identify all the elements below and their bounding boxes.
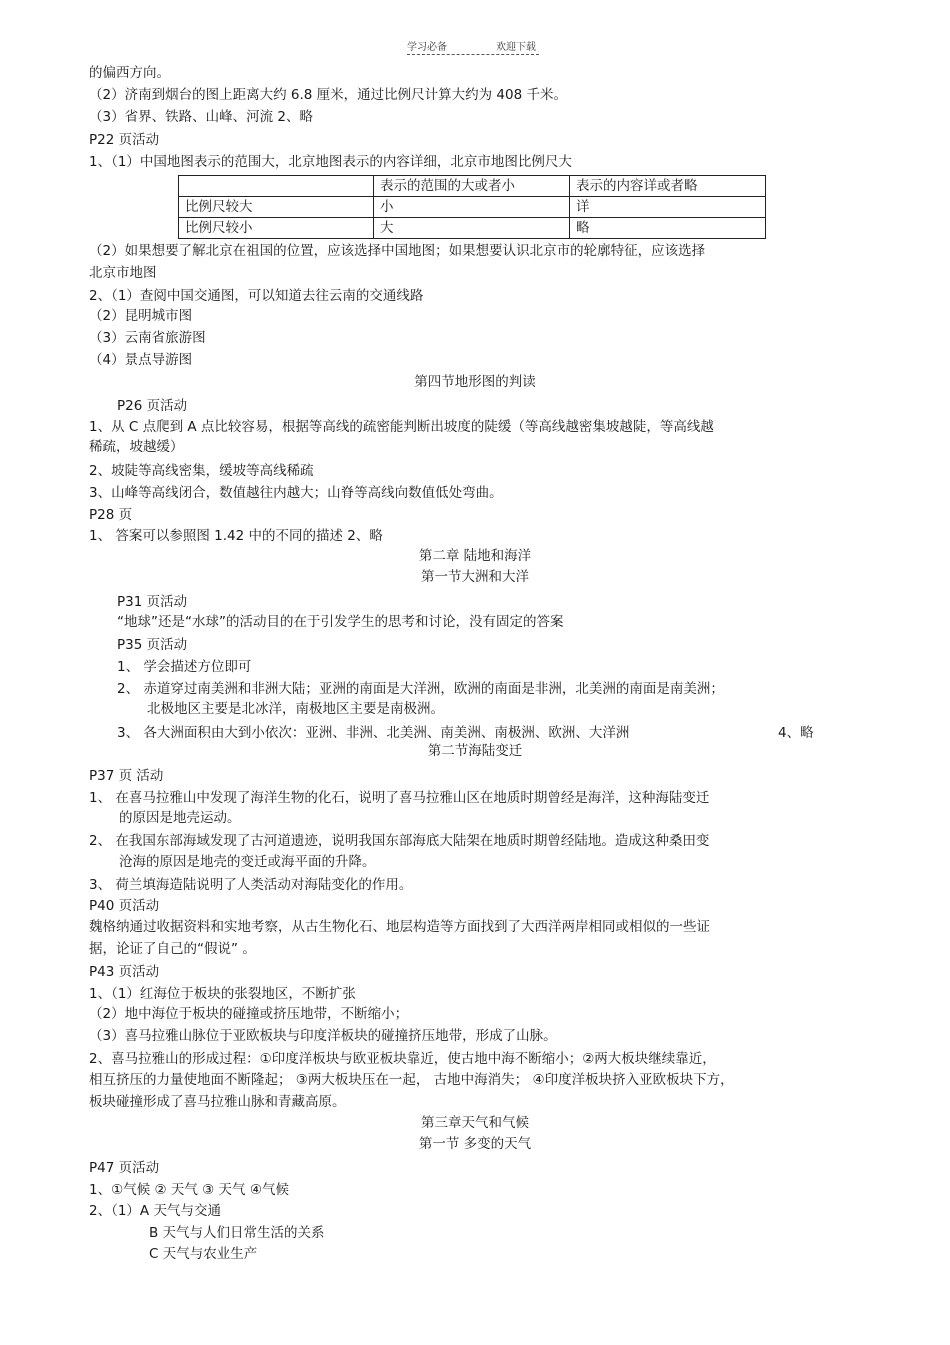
text-line: 2、 赤道穿过南美洲和非洲大陆；亚洲的南面是大洋洲，欧洲的南面是非洲，北美洲的南面是南美洲； xyxy=(117,681,724,697)
text-line: 据，论证了自己的“假说” 。 xyxy=(89,941,256,957)
table-cell: 比例尺较小 xyxy=(179,218,374,239)
text-line: 2、喜马拉雅山的形成过程：①印度洋板块与欧亚板块靠近，使古地中海不断缩小；②两大板块继续靠近， xyxy=(89,1051,716,1067)
text-line: 1、 在喜马拉雅山中发现了海洋生物的化石，说明了喜马拉雅山区在地质时期曾经是海洋，这种海陆变迁 xyxy=(89,790,710,806)
text-line: （2）如果想要了解北京在祖国的位置，应该选择中国地图；如果想要认识北京市的轮廓特征，应该选择 xyxy=(89,243,706,259)
chapter-title: 第三章天气和气候 xyxy=(421,1115,529,1131)
text-line: 3、山峰等高线闭合，数值越往内越大；山脊等高线向数值低处弯曲。 xyxy=(89,485,503,501)
section-title: 第二节海陆变迁 xyxy=(427,743,523,759)
text-line: 1、①气候 ② 天气 ③ 天气 ④气候 xyxy=(89,1182,289,1198)
text-line: （2）济南到烟台的图上距离大约 6.8 厘米，通过比例尺计算大约为 408 千米。 xyxy=(89,87,567,103)
section-heading: P43 页活动 xyxy=(89,964,160,980)
section-heading: P26 页活动 xyxy=(117,398,188,414)
table-cell: 比例尺较大 xyxy=(179,197,374,218)
section-heading: P22 页活动 xyxy=(89,132,160,148)
text-line: 3、 荷兰填海造陆说明了人类活动对海陆变化的作用。 xyxy=(89,877,413,893)
page-header xyxy=(0,38,950,58)
text-line: 的偏西方向。 xyxy=(89,65,170,81)
text-line: （3）省界、铁路、山峰、河流 2、略 xyxy=(89,109,313,125)
text-line: 相互挤压的力量使地面不断隆起； ③两大板块压在一起， 古地中海消失； ④印度洋板块挤入亚欧板块下方， xyxy=(89,1072,734,1088)
text-line: 魏格纳通过收据资料和实地考察，从古生物化石、地层构造等方面找到了大西洋两岸相同或相似的一些证 xyxy=(89,919,710,935)
text-line: （2）地中海位于板块的碰撞或挤压地带，不断缩小； xyxy=(89,1006,409,1022)
header-left-text: 学习必备 xyxy=(407,42,447,53)
text-line: 的原因是地壳运动。 xyxy=(119,810,241,826)
text-line: “地球”还是“水球”的活动目的在于引发学生的思考和讨论，没有固定的答案 xyxy=(117,614,564,630)
scale-comparison-table xyxy=(178,175,766,239)
text-line: 板块碰撞形成了喜马拉雅山脉和青藏高原。 xyxy=(89,1094,346,1110)
text-line: 2、（1）查阅中国交通图，可以知道去往云南的交通线路 xyxy=(89,288,424,304)
text-line: 北京市地图 xyxy=(89,265,157,281)
table-cell: 略 xyxy=(570,218,766,239)
text-line: 4、略 xyxy=(778,725,814,741)
section-heading: P40 页活动 xyxy=(89,898,160,914)
text-line: B 天气与人们日常生活的关系 xyxy=(149,1225,325,1241)
section-title: 第一节 多变的天气 xyxy=(418,1136,532,1152)
text-line: 2、（1）A 天气与交通 xyxy=(89,1203,221,1219)
text-line: C 天气与农业生产 xyxy=(149,1246,258,1262)
section-title: 第四节地形图的判读 xyxy=(414,374,536,390)
chapter-title: 第二章 陆地和海洋 xyxy=(418,548,532,564)
header-rule xyxy=(407,54,539,55)
text-line: 3、 各大洲面积由大到小依次：亚洲、非洲、北美洲、南美洲、南极洲、欧洲、大洋洲 xyxy=(117,725,630,741)
text-line: 2、坡陡等高线密集，缓坡等高线稀疏 xyxy=(89,463,314,479)
text-line: 1、从 C 点爬到 A 点比较容易，根据等高线的疏密能判断出坡度的陡缓（等高线越密集坡越陡，等高线越 xyxy=(89,419,714,435)
text-line: 1、 学会描述方位即可 xyxy=(117,659,252,675)
text-line: （4）景点导游图 xyxy=(89,352,193,368)
text-line: 2、 在我国东部海域发现了古河道遗迹，说明我国东部海底大陆架在地质时期曾经陆地。造成这种桑田变 xyxy=(89,833,710,849)
table-row xyxy=(179,218,766,239)
text-line: （2）昆明城市图 xyxy=(89,308,193,324)
section-title: 第一节大洲和大洋 xyxy=(421,569,529,585)
table-cell xyxy=(179,176,374,197)
table-cell: 小 xyxy=(374,197,570,218)
section-heading: P28 页 xyxy=(89,507,133,523)
table-cell: 表示的内容详或者略 xyxy=(570,176,766,197)
table-row xyxy=(179,197,766,218)
section-heading: P31 页活动 xyxy=(117,594,188,610)
header-right-text: 欢迎下载 xyxy=(496,42,536,53)
section-heading: P47 页活动 xyxy=(89,1160,160,1176)
text-line: （3）喜马拉雅山脉位于亚欧板块与印度洋板块的碰撞挤压地带，形成了山脉。 xyxy=(89,1028,557,1044)
text-line: 沧海的原因是地壳的变迁或海平面的升降。 xyxy=(119,854,376,870)
table-cell: 表示的范围的大或者小 xyxy=(374,176,570,197)
table-row xyxy=(179,176,766,197)
text-line: 稀疏，坡越缓） xyxy=(89,439,184,455)
table-cell: 详 xyxy=(570,197,766,218)
text-line: 1、（1）中国地图表示的范围大，北京地图表示的内容详细，北京市地图比例尺大 xyxy=(89,154,572,170)
text-line: 1、 答案可以参照图 1.42 中的不同的描述 2、略 xyxy=(89,528,383,544)
section-heading: P37 页 活动 xyxy=(89,768,164,784)
section-heading: P35 页活动 xyxy=(117,637,188,653)
text-line: 1、（1）红海位于板块的张裂地区，不断扩张 xyxy=(89,986,356,1002)
table-cell: 大 xyxy=(374,218,570,239)
text-line: 北极地区主要是北冰洋，南极地区主要是南极洲。 xyxy=(147,701,444,717)
text-line: （3）云南省旅游图 xyxy=(89,330,206,346)
